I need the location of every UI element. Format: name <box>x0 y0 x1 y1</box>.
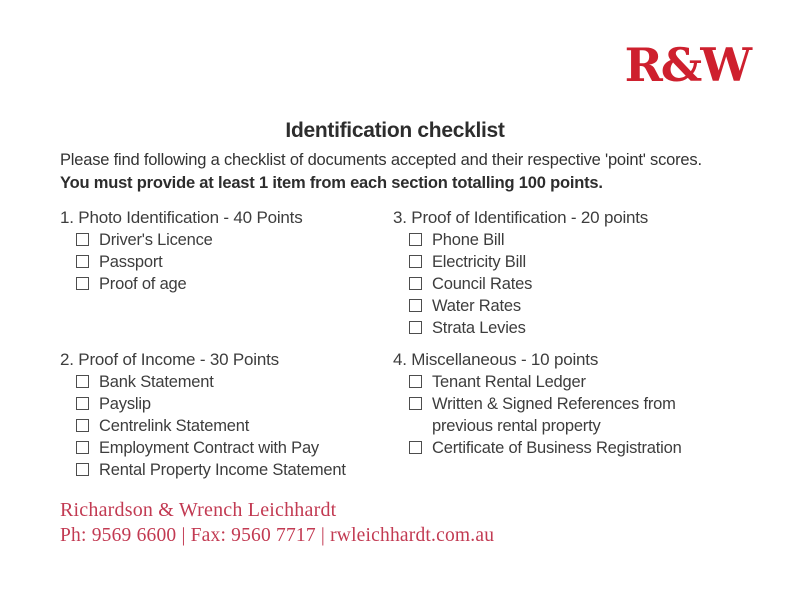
checklist-item-label-line-2: previous rental property <box>432 417 601 435</box>
section-miscellaneous <box>393 349 728 459</box>
checklist-item-label: Electricity Bill <box>432 253 526 271</box>
section-heading: 4. Miscellaneous - 10 points <box>393 350 599 369</box>
section-heading: 3. Proof of Identification - 20 points <box>393 208 649 227</box>
checklist-item-label: Employment Contract with Pay <box>99 439 319 457</box>
checkbox-icon[interactable] <box>409 375 422 388</box>
checklist-item-label <box>432 393 676 437</box>
checklist-item <box>60 371 395 393</box>
checklist-item <box>60 393 395 415</box>
checklist-item <box>393 371 728 393</box>
checklist-item-label: Strata Levies <box>432 319 526 337</box>
rw-logo: R&W <box>624 38 750 92</box>
footer-contact-line: Ph: 9569 6600 | Fax: 9560 7717 | rwleichhardt.com.au <box>60 525 495 546</box>
checklist-item-label: Rental Property Income Statement <box>99 461 346 479</box>
checkbox-icon[interactable] <box>409 255 422 268</box>
footer-company-name: Richardson & Wrench Leichhardt <box>60 499 337 521</box>
checkbox-icon[interactable] <box>409 277 422 290</box>
checkbox-icon[interactable] <box>76 397 89 410</box>
checkbox-icon[interactable] <box>409 321 422 334</box>
checkbox-icon[interactable] <box>409 441 422 454</box>
checkbox-icon[interactable] <box>76 375 89 388</box>
checklist-item <box>393 229 728 251</box>
checkbox-icon[interactable] <box>76 441 89 454</box>
checklist-item-label-line-1: Written & Signed References from <box>432 395 676 413</box>
checkbox-icon[interactable] <box>76 463 89 476</box>
checklist-item <box>60 415 395 437</box>
intro-line-2: You must provide at least 1 item from each section totalling 100 points. <box>60 174 603 192</box>
checklist-item <box>60 437 395 459</box>
checklist-item <box>393 437 728 459</box>
checkbox-icon[interactable] <box>76 277 89 290</box>
checkbox-icon[interactable] <box>76 255 89 268</box>
checklist-item-label: Tenant Rental Ledger <box>432 373 586 391</box>
intro-line-1: Please find following a checklist of documents accepted and their respective 'point' scores. <box>60 151 702 169</box>
checklist-item-label: Proof of age <box>99 275 187 293</box>
checklist-item-label: Phone Bill <box>432 231 505 249</box>
checklist-item-label: Driver's Licence <box>99 231 213 249</box>
footer <box>60 497 494 549</box>
checklist-item <box>393 273 728 295</box>
checklist-item <box>393 295 728 317</box>
section-proof-of-identification <box>393 207 728 339</box>
checklist-item <box>393 393 728 437</box>
checkbox-icon[interactable] <box>409 233 422 246</box>
checklist-item-label: Certificate of Business Registration <box>432 439 682 457</box>
checklist-item-label: Water Rates <box>432 297 521 315</box>
checklist-item <box>60 459 395 481</box>
checkbox-icon[interactable] <box>76 419 89 432</box>
checklist-item-label: Passport <box>99 253 163 271</box>
checklist-item-label: Council Rates <box>432 275 533 293</box>
checklist-item-label: Payslip <box>99 395 151 413</box>
checklist-item-label: Centrelink Statement <box>99 417 250 435</box>
checklist-item-label: Bank Statement <box>99 373 214 391</box>
section-proof-of-income <box>60 349 395 481</box>
checklist-item <box>60 229 395 251</box>
checklist-item <box>60 273 395 295</box>
checkbox-icon[interactable] <box>409 299 422 312</box>
checkbox-icon[interactable] <box>409 397 422 410</box>
checklist-item <box>60 251 395 273</box>
section-heading: 2. Proof of Income - 30 Points <box>60 350 279 369</box>
section-photo-identification <box>60 207 395 295</box>
section-heading: 1. Photo Identification - 40 Points <box>60 208 303 227</box>
checklist-item <box>393 317 728 339</box>
checklist-item <box>393 251 728 273</box>
checkbox-icon[interactable] <box>76 233 89 246</box>
page-title: Identification checklist <box>285 119 505 142</box>
intro-text <box>60 149 702 195</box>
